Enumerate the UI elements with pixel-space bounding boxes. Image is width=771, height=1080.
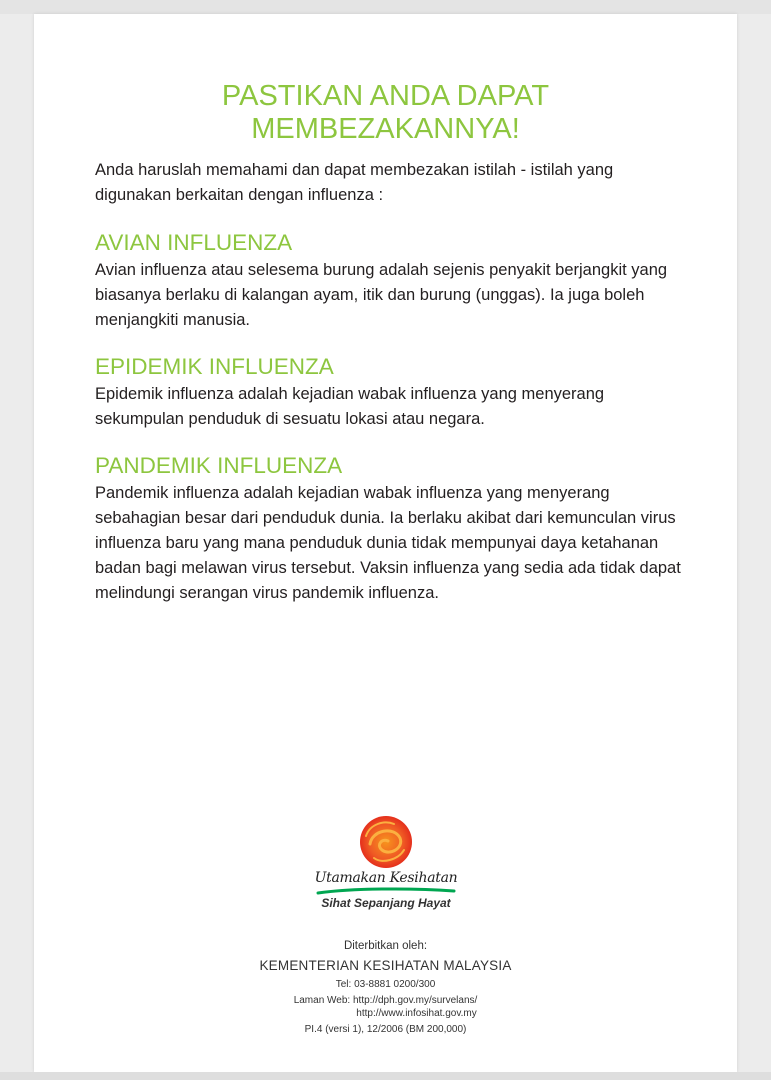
publication-reference: PI.4 (versi 1), 12/2006 (BM 200,000) [304,1024,467,1035]
swoosh-icon [314,886,458,896]
utamakan-kesihatan-logo [306,814,466,914]
heading-avian-influenza: AVIAN INFLUENZA [95,230,293,255]
publisher-website-2: http://www.infosihat.gov.my [356,1008,477,1019]
paragraph-epidemik-influenza: Epidemik influenza adalah kejadian wabak influenza yang menyerang sekumpulan penduduk di sesuatu lokasi atau negara. [95,385,605,428]
page-title-line2: MEMBEZAKANNYA! [251,113,520,145]
publisher-ministry: KEMENTERIAN KESIHATAN MALAYSIA [259,958,512,973]
page-title-line1: PASTIKAN ANDA DAPAT [221,80,550,112]
page-title [34,80,737,146]
intro-paragraph: Anda haruslah memahami dan dapat membezakan istilah - istilah yang digunakan berkaitan dengan influenza : [95,161,614,204]
viewer-top-bar [0,0,771,14]
heading-epidemik-influenza: EPIDEMIK INFLUENZA [95,354,334,379]
viewer-bottom-bar [0,1072,771,1080]
heading-pandemik-influenza: PANDEMIK INFLUENZA [95,453,343,478]
publisher-phone: Tel: 03-8881 0200/300 [335,979,436,990]
paragraph-pandemik-influenza: Pandemik influenza adalah kejadian wabak influenza yang menyerang sebahagian besar dari penduduk dunia. Ia berlaku akibat dari kemunculan virus influenza baru yang mana penduduk dunia tidak mempunyai daya ketahanan badan bagi melawan virus tersebut. Vaksin influenza yang sedia ada tidak dapat melindungi serangan virus pandemik influenza. [95,484,681,602]
logo-tagline: Sihat Sepanjang Hayat [321,896,451,910]
document-page [34,14,737,1072]
publisher-website-1: Laman Web: http://dph.gov.my/survelans/ [293,995,478,1006]
sun-swirl-icon [350,814,422,870]
publisher-label: Diterbitkan oleh: [343,940,428,952]
paragraph-avian-influenza: Avian influenza atau selesema burung adalah sejenis penyakit berjangkit yang biasanya berlaku di kalangan ayam, itik dan burung (unggas). Ia juga boleh menjangkiti manusia. [95,261,668,329]
logo-script-text: Utamakan Kesihatan [314,870,458,886]
